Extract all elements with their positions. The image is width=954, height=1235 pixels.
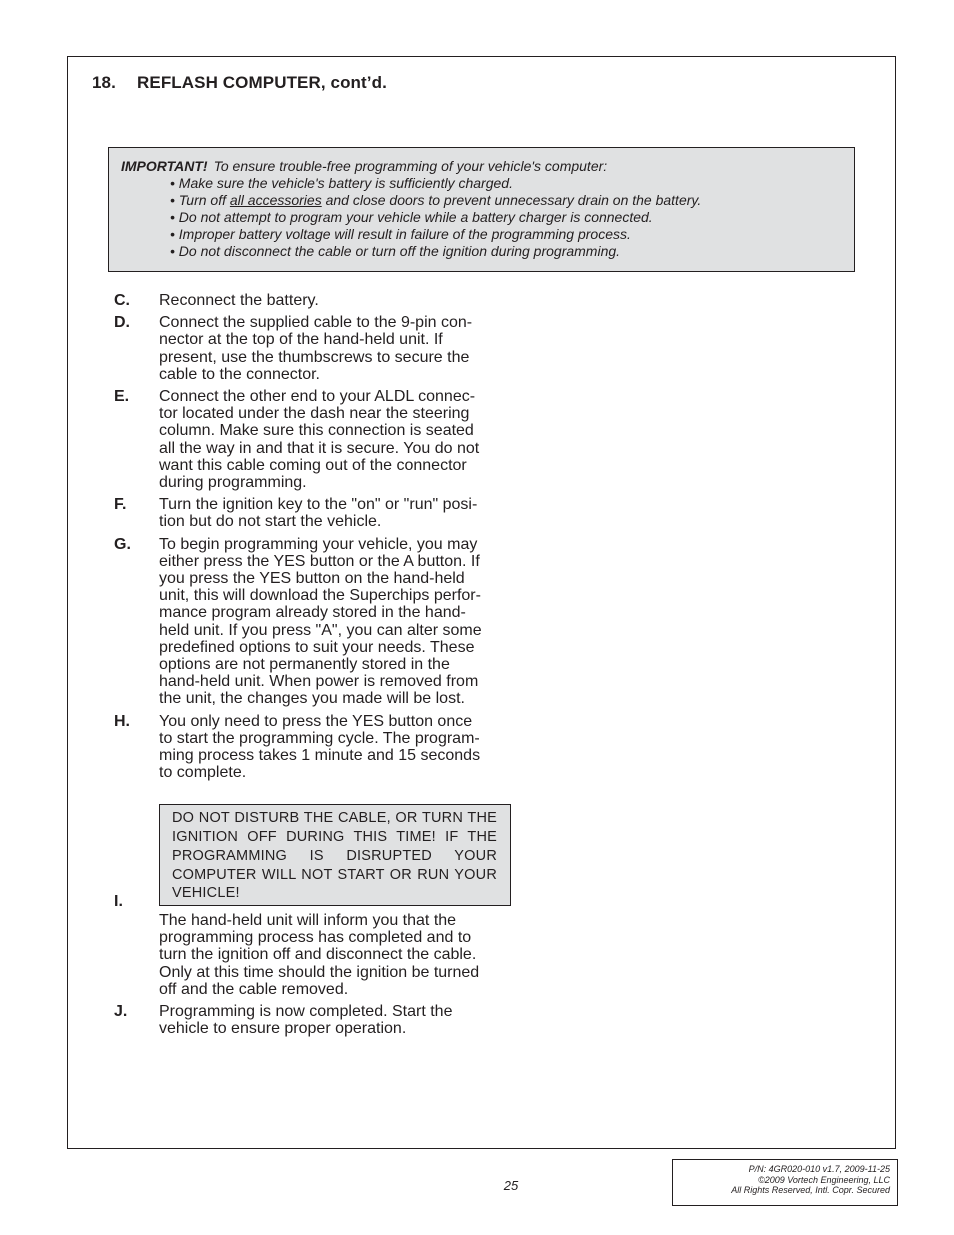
step-i <box>114 804 514 998</box>
step-letter: G. <box>114 535 131 553</box>
step-letter: J. <box>114 1003 128 1021</box>
important-label: IMPORTANT! <box>121 158 208 174</box>
part-number: P/N: 4GR020-010 v1.7, 2009-11-25 <box>748 1164 890 1174</box>
important-intro: To ensure trouble-free programming of your vehicle's computer: <box>213 158 608 174</box>
step-text: To begin programming your vehicle, you may either press the YES button or the A button. If you press the YES button on the hand-held unit, this will download the Superchips perfor- mance program already stored in the hand- held unit. If you press "A", you can alter some predefined options to suit your needs. These options are not permanently stored in the hand-held unit. When power is removed from the unit, the changes you made will be lost. <box>159 535 482 708</box>
rights-notice: All Rights Reserved, Intl. Copr. Secured <box>731 1185 890 1195</box>
step-text: Connect the other end to your ALDL connec- tor located under the dash near the steering column. Make sure this connection is seated all the way in and that it is secure. You do not want this cable coming out of the connector during programming. <box>159 388 480 492</box>
important-bullet-list <box>121 175 842 260</box>
step-g <box>114 536 514 708</box>
footer-info-box <box>672 1159 898 1206</box>
important-bullet: • Make sure the vehicle's battery is sufficiently charged. <box>170 175 513 191</box>
step-letter: F. <box>114 496 127 514</box>
important-bullet: • Do not attempt to program your vehicle while a battery charger is connected. <box>170 209 653 225</box>
step-j <box>114 1003 514 1037</box>
important-intro-line <box>121 158 842 175</box>
page-number: 25 <box>503 1178 519 1193</box>
step-text: Programming is now completed. Start the vehicle to ensure proper operation. <box>159 1003 453 1038</box>
step-d <box>114 314 514 383</box>
step-text: You only need to press the YES button once to start the programming cycle. The program- ming process takes 1 minute and 15 seconds to complete. <box>159 712 481 782</box>
steps-column <box>114 292 514 1042</box>
step-text: Connect the supplied cable to the 9-pin con- nector at the top of the hand-held unit. If present, use the thumbscrews to secure the cable to the connector. <box>159 314 473 383</box>
step-c <box>114 292 514 309</box>
step-text: Reconnect the battery. <box>159 292 319 309</box>
important-bullet: • Improper battery voltage will result in failure of the programming process. <box>170 226 631 242</box>
important-notice-box <box>108 147 855 272</box>
warning-box: DO NOT DISTURB THE CABLE, OR TURN THE IGNITION OFF DURING THIS TIME! IF THE PROGRAMMING IS DISRUPTED YOUR COMPUTER WILL NOT START OR RUN YOUR VEHICLE! <box>159 804 511 906</box>
step-e <box>114 388 514 491</box>
step-letter: H. <box>114 712 130 730</box>
step-letter: C. <box>114 292 130 309</box>
important-bullet: • Do not disconnect the cable or turn off the ignition during programming. <box>170 243 621 259</box>
underlined-accessories: all accessories <box>229 192 322 208</box>
step-letter: I. <box>114 893 123 911</box>
step-i-body <box>159 804 514 998</box>
important-bullet: • Turn off all accessories and close doors to prevent unnecessary drain on the battery. <box>170 192 702 208</box>
step-f <box>114 496 514 530</box>
step-text: The hand-held unit will inform you that the programming process has completed and to turn the ignition off and disconnect the cable. Only at this time should the ignition be turned off and the cable removed. <box>159 912 480 998</box>
step-letter: D. <box>114 314 130 332</box>
section-heading <box>92 73 387 93</box>
section-number: 18. <box>92 73 116 92</box>
step-text: Turn the ignition key to the "on" or "run" posi- tion but do not start the vehicle. <box>159 496 478 531</box>
step-h <box>114 713 514 782</box>
copyright: ©2009 Vortech Engineering, LLC <box>758 1174 890 1185</box>
section-title: REFLASH COMPUTER, cont’d. <box>137 73 387 92</box>
step-letter: E. <box>114 388 130 406</box>
